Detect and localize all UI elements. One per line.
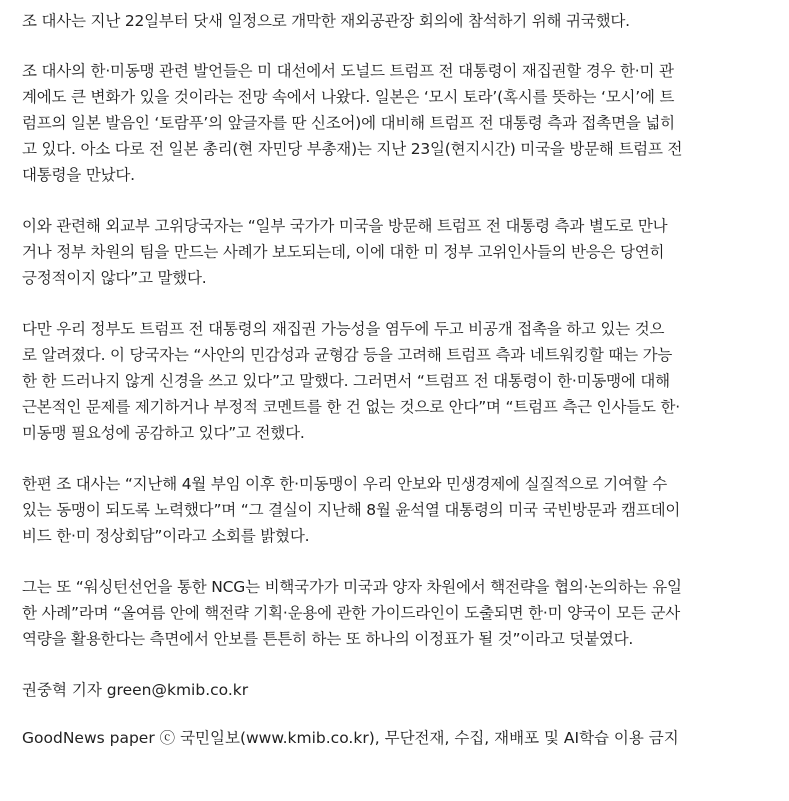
- paragraph-line: 그는 또 “워싱턴선언을 통한 NCG는 비핵국가가 미국과 양자 차원에서 핵전략을 협의·논의하는 유일: [22, 578, 682, 596]
- paragraph-line: 조 대사의 한·미동맹 관련 발언들은 미 대선에서 도널드 트럼프 전 대통령이 재집권할 경우 한·미 관: [22, 62, 674, 80]
- paragraph-line: 이와 관련해 외교부 고위당국자는 “일부 국가가 미국을 방문해 트럼프 전 대통령 측과 별도로 만나: [22, 217, 668, 235]
- article-paragraph-5: [22, 471, 771, 549]
- paragraph-line: 다만 우리 정부도 트럼프 전 대통령의 재집권 가능성을 염두에 두고 비공개 접촉을 하고 있는 것으: [22, 320, 665, 338]
- paragraph-line: 고 있다. 아소 다로 전 일본 총리(현 자민당 부총재)는 지난 23일(현지시간) 미국을 방문해 트럼프 전: [22, 140, 683, 158]
- article-paragraph-4: [22, 316, 771, 446]
- article-paragraph-6: [22, 574, 771, 652]
- paragraph-line: 한 한 드러나지 않게 신경을 쓰고 있다”고 말했다. 그러면서 “트럼프 전 대통령이 한·미동맹에 대해: [22, 372, 670, 390]
- copyright-footer: GoodNews paper ⓒ 국민일보(www.kmib.co.kr), 무단전재, 수집, 재배포 및 AI학습 이용 금지: [22, 729, 679, 747]
- paragraph-line: 대통령을 만났다.: [22, 166, 135, 184]
- paragraph-line: 역량을 활용한다는 측면에서 안보를 튼튼히 하는 또 하나의 이정표가 될 것”이라고 덧붙였다.: [22, 630, 634, 648]
- paragraph-line: 비드 한·미 정상회담”이라고 소회를 밝혔다.: [22, 527, 310, 545]
- article-paragraph-3: [22, 213, 771, 291]
- paragraph-line: 한편 조 대사는 “지난해 4월 부임 이후 한·미동맹이 우리 안보와 민생경제에 실질적으로 기여할 수: [22, 475, 668, 493]
- article-paragraph-2: [22, 58, 771, 188]
- paragraph-line: 럼프의 일본 발음인 ‘토람푸’의 앞글자를 딴 신조어)에 대비해 트럼프 전 대통령 측과 접촉면을 넓히: [22, 114, 675, 132]
- paragraph-line: 있는 동맹이 되도록 노력했다”며 “그 결실이 지난해 8월 윤석열 대통령의 미국 국빈방문과 캠프데이: [22, 501, 681, 519]
- paragraph-line: 긍정적이지 않다”고 말했다.: [22, 269, 207, 287]
- paragraph-line: 로 알려졌다. 이 당국자는 “사안의 민감성과 균형감 등을 고려해 트럼프 측과 네트워킹할 때는 가능: [22, 346, 673, 364]
- paragraph-line: 계에도 큰 변화가 있을 것이라는 전망 속에서 나왔다. 일본은 ‘모시 토라’(혹시를 뜻하는 ‘모시’에 트: [22, 88, 675, 106]
- paragraph-line: 근본적인 문제를 제기하거나 부정적 코멘트를 한 건 없는 것으로 안다”며 “트럼프 측근 인사들도 한·: [22, 398, 680, 416]
- paragraph-line: 거나 정부 차원의 팀을 만드는 사례가 보도되는데, 이에 대한 미 정부 고위인사들의 반응은 당연히: [22, 243, 665, 261]
- article-byline: 권중혁 기자 green@kmib.co.kr: [22, 681, 249, 699]
- paragraph-line: 미동맹 필요성에 공감하고 있다”고 전했다.: [22, 424, 305, 442]
- article-paragraph-1: [22, 8, 771, 34]
- paragraph-line: 조 대사는 지난 22일부터 닷새 일정으로 개막한 재외공관장 회의에 참석하기 위해 귀국했다.: [22, 12, 630, 30]
- paragraph-line: 한 사례”라며 “올여름 안에 핵전략 기획·운용에 관한 가이드라인이 도출되면 한·미 양국이 모든 군사: [22, 604, 680, 622]
